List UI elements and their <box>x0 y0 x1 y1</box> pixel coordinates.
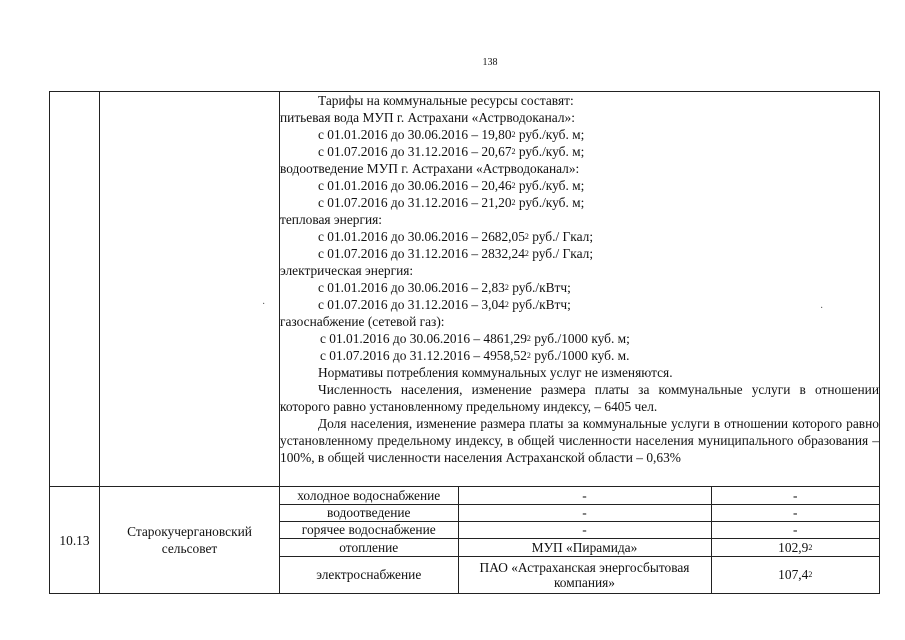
table-row-tariffs-text <box>50 92 880 487</box>
tariff-line: с 01.01.2016 до 30.06.2016 – 19,80$^2$ руб./куб. м; <box>318 127 585 142</box>
table-row-10-13 <box>50 487 880 594</box>
service-provider-cell: - <box>458 521 711 538</box>
settlement-cell-empty <box>100 92 280 487</box>
tariff-line: с 01.07.2016 до 31.12.2016 – 20,67$^2$ руб./куб. м; <box>318 144 585 159</box>
tariff-line: с 01.01.2016 до 30.06.2016 – 2682,05$^2$ руб./ Гкал; <box>318 229 594 244</box>
consumption-norms-paragraph: Нормативы потребления коммунальных услуг не изменяются. <box>318 365 673 380</box>
services-cell <box>280 487 880 594</box>
service-row <box>280 538 879 556</box>
service-row <box>280 504 879 521</box>
services-table <box>280 487 879 593</box>
group-title-electricity: электрическая энергия: <box>280 263 414 278</box>
service-index-cell: - <box>711 487 879 504</box>
service-row <box>280 521 879 538</box>
service-provider-cell: - <box>458 504 711 521</box>
service-name-cell: горячее водоснабжение <box>280 521 458 538</box>
scan-speck: · <box>262 299 266 310</box>
service-name-cell: электроснабжение <box>280 556 458 593</box>
service-index-cell: - <box>711 521 879 538</box>
group-title-heat: тепловая энергия: <box>280 212 383 227</box>
tariff-line: с 01.01.2016 до 30.06.2016 – 20,46$^2$ руб./куб. м; <box>318 178 585 193</box>
group-title-gas: газоснабжение (сетевой газ): <box>280 314 445 329</box>
tariff-line: с 01.01.2016 до 30.06.2016 – 2,83$^2$ руб./кВтч; <box>318 280 571 295</box>
service-row <box>280 487 879 504</box>
number-cell-empty <box>50 92 100 487</box>
tariff-line: с 01.07.2016 до 31.12.2016 – 4958,52$^2$ руб./1000 куб. м. <box>320 348 630 363</box>
service-provider-cell: МУП «Пирамида» <box>458 538 711 556</box>
service-name-cell: холодное водоснабжение <box>280 487 458 504</box>
service-name-cell: водоотведение <box>280 504 458 521</box>
tariff-line: с 01.01.2016 до 30.06.2016 – 4861,29$^2$ руб./1000 куб. м; <box>320 331 630 346</box>
service-index-cell: 102,9$^2$ <box>711 538 879 556</box>
group-title-sewage: водоотведение МУП г. Астрахани «Астрводоканал»: <box>280 161 580 176</box>
service-provider-cell: - <box>458 487 711 504</box>
group-title-water: питьевая вода МУП г. Астрахани «Астрводоканал»: <box>280 110 575 125</box>
service-provider-cell: ПАО «Астраханская энергосбытовая компания» <box>458 556 711 593</box>
scan-speck: · <box>820 303 824 314</box>
population-share-paragraph: Доля населения, изменение размера платы за коммунальные услуги в отношении которого равно установленному предельному индексу, в общей численности населения муниципального образования – 100%, в общей численности населения Астраханской области – 0,63% <box>280 416 879 465</box>
service-index-cell: - <box>711 504 879 521</box>
page-number: 138 <box>482 57 498 68</box>
tariffs-table <box>49 91 880 594</box>
service-row <box>280 556 879 593</box>
settlement-name-cell: Старокучергановский сельсовет <box>100 487 280 594</box>
population-count-paragraph: Численность населения, изменение размера платы за коммунальные услуги в отношении которого равно установленному предельному индексу, – 6405 чел. <box>280 382 879 414</box>
tariffs-text-cell <box>280 92 880 487</box>
tariff-line: с 01.07.2016 до 31.12.2016 – 3,04$^2$ руб./кВтч; <box>318 297 571 312</box>
tariffs-intro: Тарифы на коммунальные ресурсы составят: <box>318 93 574 108</box>
service-index-cell: 107,4$^2$ <box>711 556 879 593</box>
row-number-cell: 10.13 <box>50 487 100 594</box>
tariff-line: с 01.07.2016 до 31.12.2016 – 21,20$^2$ руб./куб. м; <box>318 195 585 210</box>
tariff-line: с 01.07.2016 до 31.12.2016 – 2832,24$^2$ руб./ Гкал; <box>318 246 594 261</box>
service-name-cell: отопление <box>280 538 458 556</box>
